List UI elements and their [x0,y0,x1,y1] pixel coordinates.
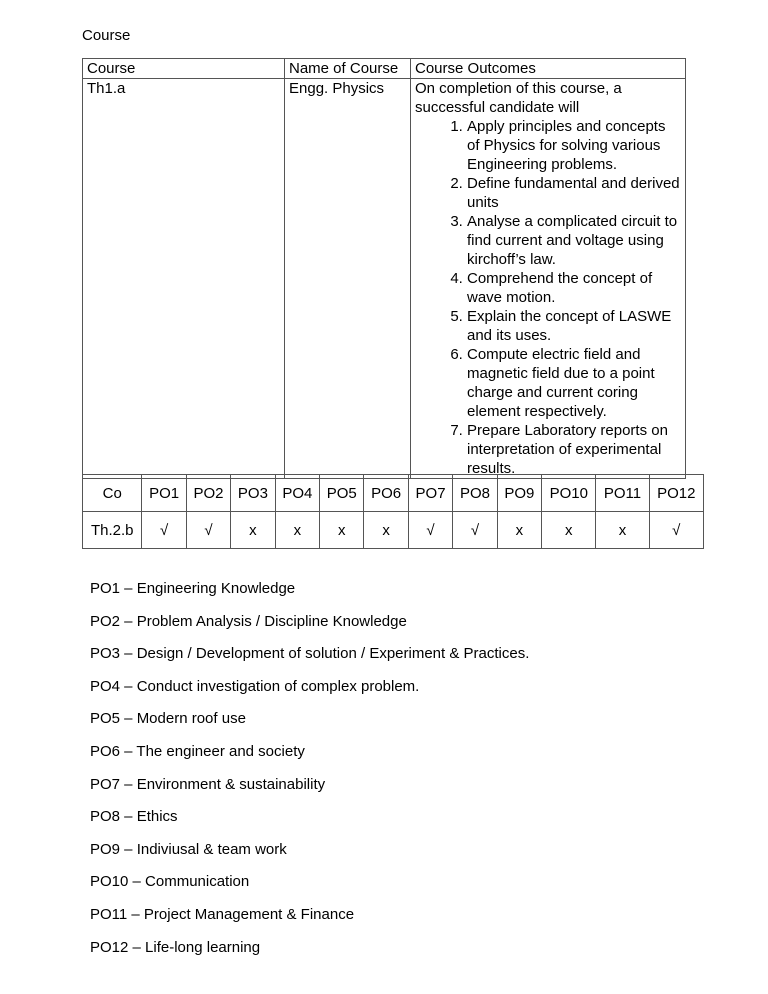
list-item: 4. Comprehend the concept of wave motion. [467,269,681,307]
table-cell: x [275,512,319,549]
outcomes-list [415,117,681,478]
list-item: PO1 – Engineering Knowledge [90,580,296,597]
table-row [83,79,686,479]
co-po-mapping-table [82,474,704,549]
list-item: PO11 – Project Management & Finance [90,905,355,923]
list-item: PO7 – Environment & sustainability [90,775,326,793]
header-cell: PO10 [542,475,596,512]
list-item: PO5 – Modern roof use [90,710,246,728]
header-cell: PO3 [231,475,275,512]
table-cell: √ [649,512,703,549]
table-cell: x [497,512,541,549]
list-item: 2. Define fundamental and derived units [467,174,681,212]
header-cell: PO8 [453,475,497,512]
table-cell: √ [453,512,497,549]
list-item: PO3 – Design / Development of solution / Experiment & Practices. [90,645,530,663]
table-cell: x [364,512,408,549]
list-item: PO6 – The engineer and society [90,742,305,760]
list-item: PO4 – Conduct investigation of complex problem. [90,677,420,695]
po-definitions-list [90,580,529,971]
list-item: 5. Explain the concept of LASWE and its uses. [467,307,681,345]
list-item: 6. Compute electric field and magnetic field due to a point charge and current coring element respectively. [467,345,681,421]
table-cell: x [542,512,596,549]
list-item: PO9 – Indiviusal & team work [90,840,287,858]
header-cell: PO12 [649,475,703,512]
list-item: 1. Apply principles and concepts of Physics for solving various Engineering problems. [467,117,681,174]
table-cell: x [231,512,275,549]
table-cell: √ [186,512,230,549]
list-item: PO10 – Communication [90,873,250,891]
list-item: PO8 – Ethics [90,808,178,826]
header-name: Name of Course [285,59,411,79]
header-cell: PO7 [408,475,452,512]
table-cell: √ [408,512,452,549]
header-outcomes: Course Outcomes [411,59,686,79]
list-item: 3. Analyse a complicated circuit to find current and voltage using kirchoff’s law. [467,212,681,269]
table-row [83,512,704,549]
course-code: Th1.a [83,79,285,479]
list-item: PO12 – Life-long learning [90,938,261,956]
header-cell: PO9 [497,475,541,512]
table-cell: Th.2.b [83,512,142,549]
course-name: Engg. Physics [285,79,411,479]
table-header-row [83,59,686,79]
header-cell: PO5 [320,475,364,512]
header-cell: PO4 [275,475,319,512]
header-course: Course [83,59,285,79]
table-cell: x [320,512,364,549]
header-cell: Co [83,475,142,512]
table-cell: √ [142,512,186,549]
header-cell: PO2 [186,475,230,512]
course-table [82,58,686,479]
outcomes-cell [411,79,686,479]
header-cell: PO11 [596,475,649,512]
header-cell: PO1 [142,475,186,512]
header-cell: PO6 [364,475,408,512]
list-item: PO2 – Problem Analysis / Discipline Knowledge [90,612,407,630]
list-item: 7. Prepare Laboratory reports on interpretation of experimental results. [467,421,681,478]
table-cell: x [596,512,649,549]
outcomes-intro: On completion of this course, a successful candidate will [415,80,622,116]
page-heading: Course [82,27,131,44]
table-header-row [83,475,704,512]
